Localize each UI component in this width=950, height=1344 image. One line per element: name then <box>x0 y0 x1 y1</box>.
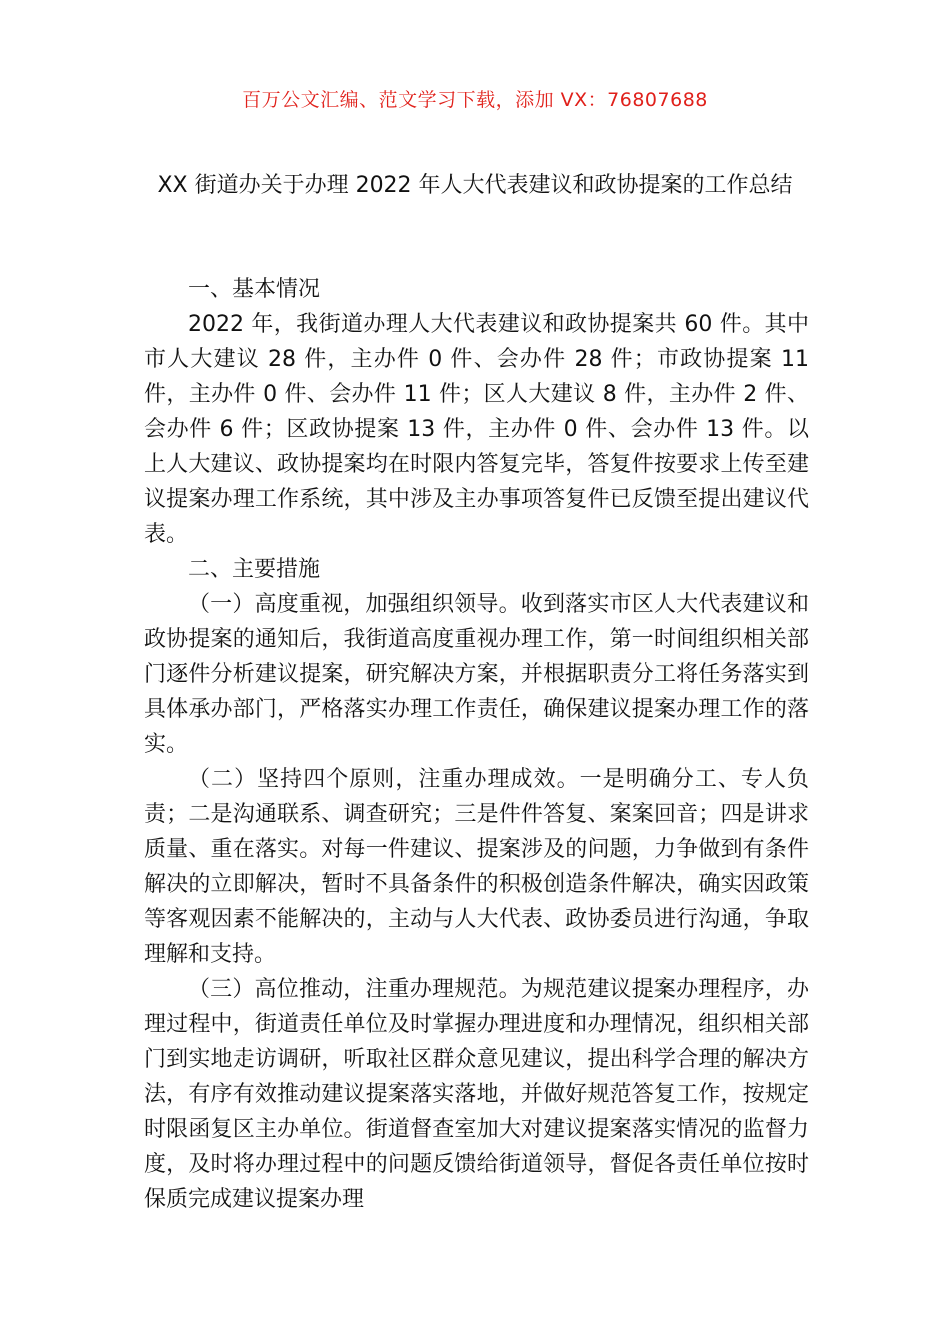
document-title: XX 街道办关于办理 2022 年人大代表建议和政协提案的工作总结 <box>157 173 793 198</box>
section-heading-basic: 一、基本情况 <box>188 277 321 302</box>
paragraph-basic-situation: 2022 年，我街道办理人大代表建议和政协提案共 60 件。其中市人大建议 28 件，主办件 0 件、会办件 28 件；市政协提案 11 件，主办件 0 件、会办件 11 件；区人大建议 8 件，主办件 2 件、会办件 6 件；区政协提案 13 件，主办件 0 件、会办件 13 件。以上人大建议、政协提案均在时限内答复完毕，答复件按要求上传至建议提案办理工作系统，其中涉及主办事项答复件已反馈至提出建议代表。 <box>144 312 809 547</box>
promo-banner: 百万公文汇编、范文学习下载，添加 VX：76807688 <box>242 89 708 111</box>
section-heading-measures: 二、主要措施 <box>188 557 321 582</box>
paragraph-measure-3: （三）高位推动，注重办理规范。为规范建议提案办理程序，办理过程中，街道责任单位及时掌握办理进度和办理情况，组织相关部门到实地走访调研，听取社区群众意见建议，提出科学合理的解决方法，有序有效推动建议提案落实落地，并做好规范答复工作，按规定时限函复区主办单位。街道督查室加大对建议提案落实情况的监督力度，及时将办理过程中的问题反馈给街道领导，督促各责任单位按时保质完成建议提案办理 <box>144 977 809 1212</box>
paragraph-measure-1: （一）高度重视，加强组织领导。收到落实市区人大代表建议和政协提案的通知后，我街道高度重视办理工作，第一时间组织相关部门逐件分析建议提案，研究解决方案，并根据职责分工将任务落实到具体承办部门，严格落实办理工作责任，确保建议提案办理工作的落实。 <box>144 592 809 757</box>
paragraph-measure-2: （二）坚持四个原则，注重办理成效。一是明确分工、专人负责；二是沟通联系、调查研究；三是件件答复、案案回音；四是讲求质量、重在落实。对每一件建议、提案涉及的问题，力争做到有条件解决的立即解决，暂时不具备条件的积极创造条件解决，确实因政策等客观因素不能解决的，主动与人大代表、政协委员进行沟通，争取理解和支持。 <box>144 767 809 967</box>
document-body <box>144 272 809 1217</box>
